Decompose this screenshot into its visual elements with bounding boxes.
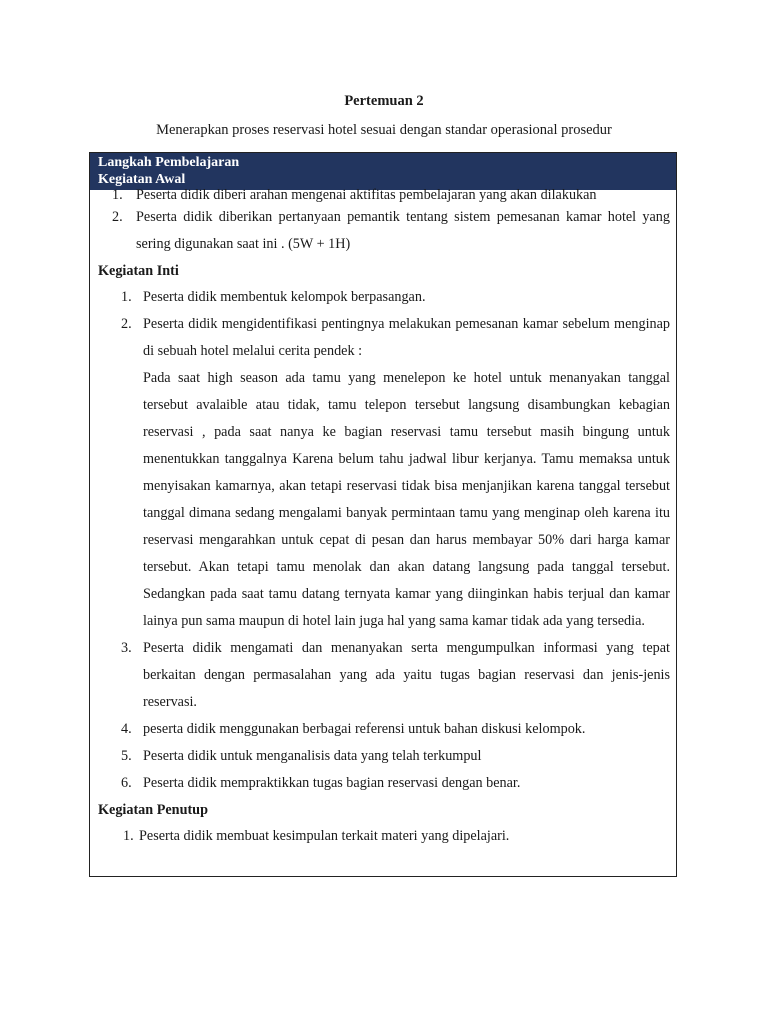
item-text: Peserta didik mempraktikkan tugas bagian reservasi dengan benar. [143, 775, 521, 791]
kegiatan-inti-list [90, 284, 676, 797]
list-item [90, 635, 676, 716]
item-text: Peserta didik diberikan pertanyaan pemantik tentang sistem pemesanan kamar hotel yang sering digunakan saat ini . (5W + 1H) [136, 209, 670, 252]
header-langkah: Langkah Pembelajaran [98, 155, 240, 170]
header-kegiatan-awal: Kegiatan Awal [98, 171, 186, 187]
page-subtitle: Menerapkan proses reservasi hotel sesuai dengan standar operasional prosedur [156, 122, 612, 138]
item-text: Peserta didik mengamati dan menanyakan serta mengumpulkan informasi yang tepat berkaitan dengan permasalahan yang ada yaitu tugas bagian reservasi dan jenis-jenis reservasi. [143, 640, 670, 710]
list-item [90, 204, 676, 258]
item-text: Peserta didik mengidentifikasi pentingnya melakukan pemesanan kamar sebelum menginap di sebuah hotel melalui cerita pendek : [143, 316, 670, 359]
item-number: 5. [121, 748, 132, 764]
heading-kegiatan-penutup: Kegiatan Penutup [98, 802, 208, 818]
item-text: Peserta didik membentuk kelompok berpasangan. [143, 289, 426, 305]
list-item [90, 284, 676, 311]
page-title: Pertemuan 2 [344, 93, 424, 109]
list-item [90, 823, 676, 850]
list-item [90, 716, 676, 743]
list-item [90, 188, 676, 202]
item-text: Peserta didik untuk menganalisis data yang telah terkumpul [143, 748, 482, 764]
item-number: 6. [121, 775, 132, 791]
item-text: Peserta didik membuat kesimpulan terkait materi yang dipelajari. [139, 828, 510, 844]
item-number: 3. [121, 640, 132, 656]
list-item [90, 743, 676, 770]
item-number: 1. [112, 187, 123, 203]
item-text: peserta didik menggunakan berbagai referensi untuk bahan diskusi kelompok. [143, 721, 586, 737]
kegiatan-penutup-list [90, 823, 676, 850]
kegiatan-awal-list [90, 188, 676, 258]
short-story: Pada saat high season ada tamu yang menelepon ke hotel untuk menanyakan tanggal tersebut avalaible atau tidak, tamu telepon tersebut langsung disambungkan kebagian reservasi , pada saat nanya ke bagian reservasi tamu tersebut masih bingung untuk menentukkan tanggalnya Karena belum tahu jadwal libur kerjanya. Tamu memaksa untuk menyisakan kamarnya, akan tetapi reservasi tidak bisa menjanjikan karena tanggal tersebut tanggal dimana sedang mengalami banyak permintaan tamu yang menginap oleh karena itu reservasi mengarahkan untuk cepat di pesan dan harus membayar 50% dari harga kamar tersebut. Akan tetapi tamu menolak dan akan datang langsung pada tanggal tersebut. Sedangkan pada saat tamu datang ternyata kamar yang diinginkan habis terjual dan kamar lainya pun sama maupun di hotel lain juga hal yang sama kamar tidak ada yang tersedia. [143, 370, 670, 629]
item-number: 2. [121, 316, 132, 332]
item-number: 1. [121, 289, 132, 305]
item-number: 1. [123, 828, 134, 844]
list-item [90, 311, 676, 635]
table-content [90, 188, 676, 850]
table-header [90, 153, 676, 190]
heading-kegiatan-inti: Kegiatan Inti [98, 263, 179, 279]
lesson-steps-table [89, 152, 677, 877]
item-text: Peserta didik diberi arahan mengenai aktifitas pembelajaran yang akan dilakukan [136, 187, 597, 203]
item-number: 4. [121, 721, 132, 737]
list-item [90, 770, 676, 797]
item-number: 2. [112, 209, 123, 225]
